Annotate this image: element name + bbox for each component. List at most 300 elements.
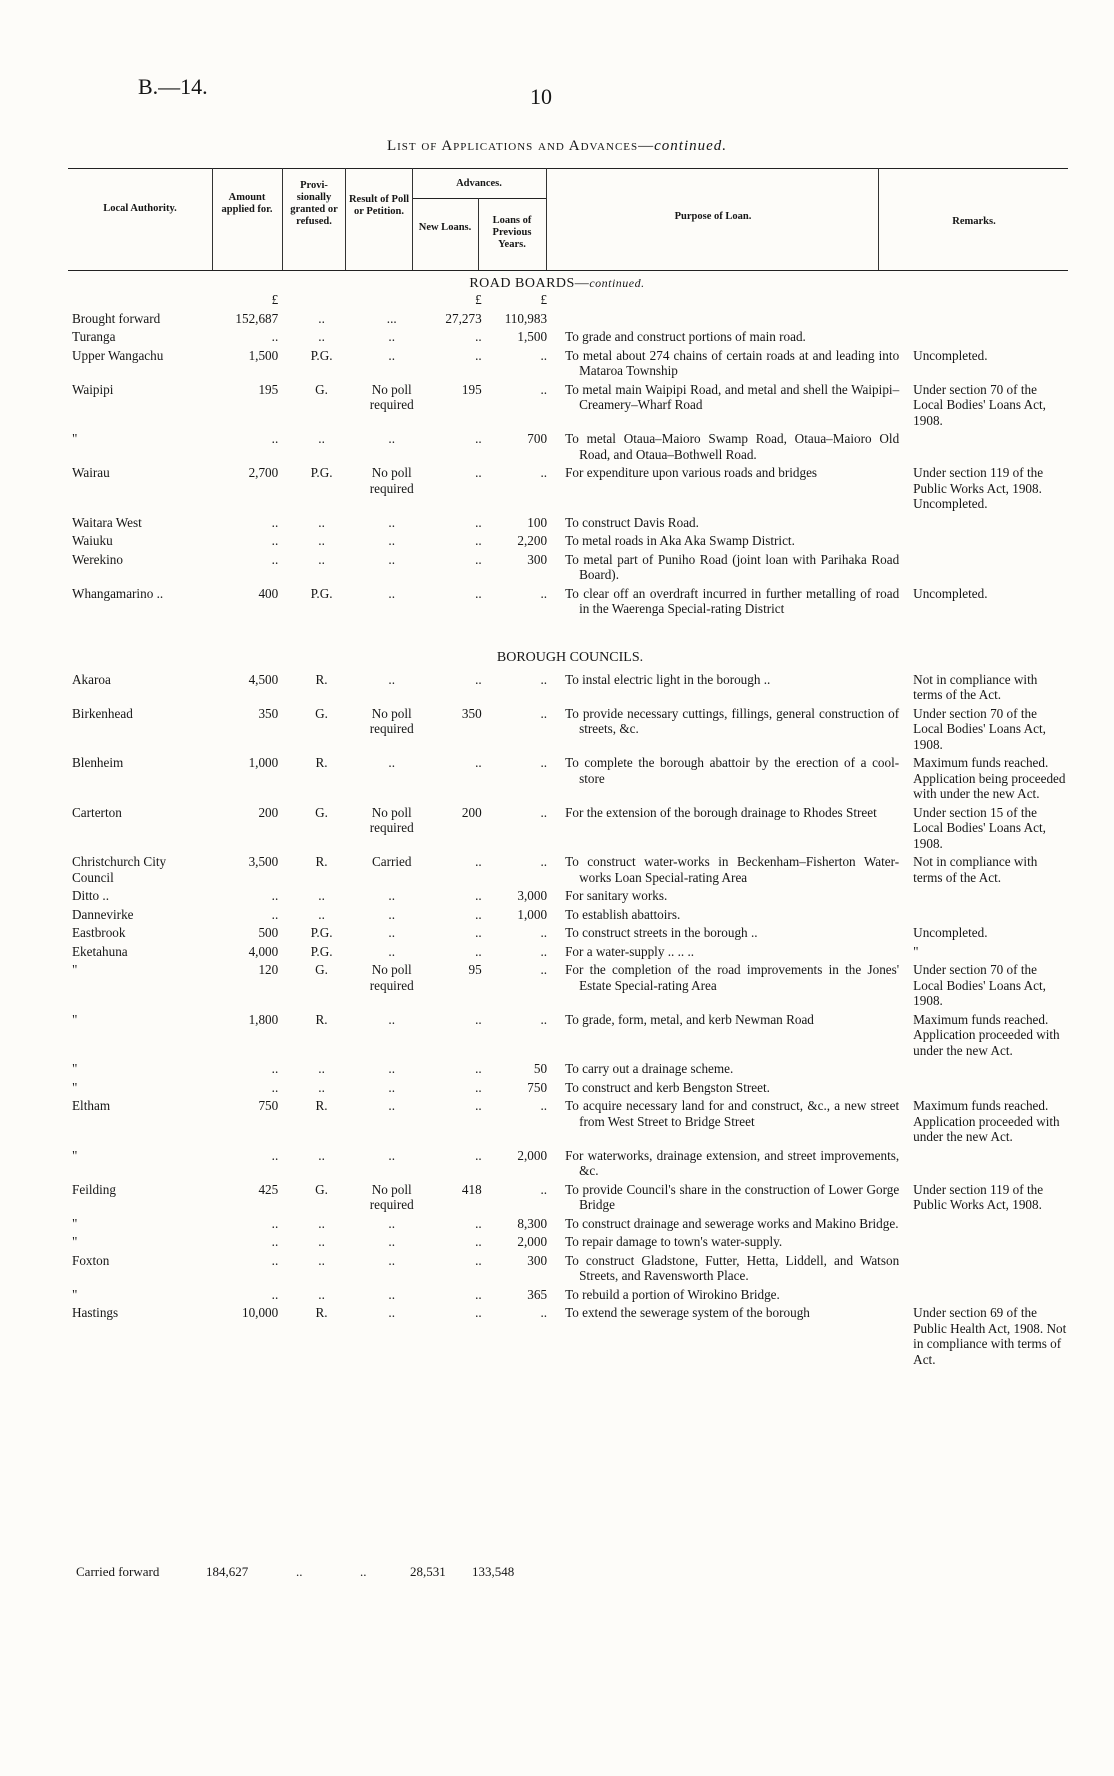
remarks-cell-text: Under section 70 of the Local Bodies' Loans Act, 1908. [913,962,1046,1008]
prev-loans-cell-text: .. [540,854,548,869]
result-cell-text: .. [388,1286,395,1302]
remarks-cell-text: Uncompleted. [913,585,988,601]
prev-loans-cell [488,552,553,583]
purpose-cell [553,586,901,617]
table-row [70,311,1070,327]
result-cell-text: .. [388,1061,395,1076]
purpose-cell-text: For a water-supply .. .. .. [565,943,695,959]
provisional-cell-text: .. [318,551,325,567]
provisional-cell [286,1012,357,1059]
table-row [70,1061,1070,1077]
new-loans-cell-text: .. [475,943,482,959]
page-reference: B.—14. [138,74,208,99]
prev-loans-cell-text: .. [540,705,548,721]
amount-cell [209,755,286,802]
prev-loans-cell-text: 2,000 [517,1234,548,1249]
purpose-cell [553,1080,901,1096]
authority-cell [70,1061,209,1077]
amount-cell [209,1287,286,1303]
new-loans-cell [427,1080,488,1096]
amount-cell [209,465,286,512]
provisional-cell [286,888,357,904]
result-cell-text: .. [388,347,395,363]
authority-cell [70,1148,209,1179]
table-row [70,1287,1070,1303]
provisional-cell-text: P.G. [310,585,333,601]
authority-cell-text: Whangamarino .. [72,585,164,601]
remarks-cell [901,1012,1070,1059]
page-title [0,138,1114,155]
col-divider [546,168,547,270]
provisional-cell [286,329,357,345]
provisional-cell-text: G. [315,705,328,721]
new-loans-cell-text: 418 [461,1181,482,1197]
applications-table [70,292,1070,1370]
purpose-cell [553,962,901,1009]
col-head-advances: Advances. [456,178,502,189]
remarks-cell-text: Maximum funds reached. Application proceeded with under the new Act. [913,1011,1060,1058]
table-row [70,672,1070,703]
provisional-cell [286,1216,357,1232]
purpose-cell [553,925,901,941]
col-head-new-loans: New Loans. [418,222,472,233]
prev-loans-cell [488,329,553,345]
prev-loans-cell-text: .. [540,943,548,959]
purpose-cell-text: To extend the sewerage system of the borough [565,1305,810,1320]
road-boards-heading [0,276,1114,292]
provisional-cell [286,1080,357,1096]
remarks-cell [901,348,1070,379]
amount-cell-text: .. [271,431,279,446]
result-cell-text: .. [388,888,395,903]
provisional-cell [286,755,357,802]
carried-forward-prev: 133,548 [472,1564,515,1579]
table-row [70,348,1070,379]
new-loans-cell [427,465,488,512]
new-loans-cell [427,1234,488,1250]
new-loans-cell-text: .. [475,906,482,922]
col-divider [212,168,213,270]
remarks-cell [901,586,1070,617]
result-cell-text: .. [388,1098,395,1113]
prev-loans-cell-text: .. [540,671,548,687]
provisional-cell-text: .. [318,1061,325,1076]
new-loans-cell-text: £ [475,292,482,307]
prev-loans-cell-text: .. [540,1305,548,1320]
purpose-cell [553,329,901,345]
amount-cell [209,1234,286,1250]
result-cell [357,907,427,923]
purpose-cell-text: For waterworks, drainage extension, and street improvements, &c. [565,1147,900,1178]
remarks-cell-text: Under section 119 of the Public Works Act, 1908. Uncompleted. [913,465,1044,511]
table-row [70,552,1070,583]
authority-cell-text: Ditto .. [72,888,109,903]
result-cell-text: No poll required [369,1181,414,1212]
prev-loans-cell [488,1234,553,1250]
carried-forward-amount: 184,627 [206,1564,249,1579]
authority-cell [70,533,209,549]
amount-cell [209,925,286,941]
table-row [70,382,1070,429]
prev-loans-cell [488,465,553,512]
purpose-cell-text: To construct water-works in Beckenham–Fisherton Water-works Loan Special-rating Area [565,854,900,885]
provisional-cell [286,672,357,703]
amount-cell [209,672,286,703]
title-continued: continued. [654,138,728,154]
prev-loans-cell [488,1012,553,1059]
prev-loans-cell [488,1216,553,1232]
remarks-cell-text: Under section 119 of the Public Works Act, 1908. [913,1181,1044,1212]
new-loans-cell [427,1012,488,1059]
new-loans-cell-text: .. [475,1061,482,1076]
prev-loans-cell-text: .. [540,465,548,480]
authority-cell [70,292,209,308]
remarks-cell-text: Under section 70 of the Local Bodies' Loans Act, 1908. [913,381,1046,428]
remarks-cell [901,706,1070,753]
result-cell-text: .. [388,943,395,959]
purpose-cell-text: To construct Gladstone, Futter, Hetta, Liddell, and Watson Streets, and Ravensworth Place. [565,1252,900,1283]
authority-cell [70,1012,209,1059]
col-head-authority: Local Authority. [103,203,177,214]
amount-cell-text: 750 [258,1098,279,1113]
authority-cell [70,515,209,531]
col-divider [345,168,346,270]
prev-loans-cell [488,1098,553,1145]
provisional-cell [286,1182,357,1213]
remarks-cell [901,1234,1070,1250]
purpose-cell [553,706,901,753]
provisional-cell [286,1253,357,1284]
purpose-cell-text: To acquire necessary land for and construct, &c., a new street from West Street to Bridge Street [565,1098,900,1129]
authority-cell-text: Eltham [72,1098,111,1113]
authority-cell-text: Eastbrook [72,925,126,940]
provisional-cell [286,1061,357,1077]
authority-cell-text: Blenheim [72,755,124,770]
authority-cell [70,329,209,345]
authority-cell [70,1253,209,1284]
new-loans-cell [427,925,488,941]
purpose-cell [553,755,901,802]
purpose-cell [553,1148,901,1179]
provisional-cell-text: .. [318,1286,325,1302]
provisional-cell [286,382,357,429]
col-divider [478,198,479,270]
provisional-cell-text: R. [315,854,328,869]
prev-loans-cell [488,586,553,617]
prev-loans-cell [488,348,553,379]
prev-loans-cell [488,292,553,308]
result-cell-text: .. [388,755,395,770]
purpose-cell-text: To metal about 274 chains of certain roads at and leading into Mataroa Township [565,347,900,378]
prev-loans-cell [488,515,553,531]
result-cell-text: Carried [371,854,412,869]
result-cell-text: .. [388,1234,395,1249]
amount-cell-text: £ [271,292,279,307]
col-divider [878,168,879,270]
result-cell [357,382,427,429]
authority-cell [70,1098,209,1145]
new-loans-cell-text: 95 [468,962,482,977]
authority-cell [70,805,209,852]
authority-cell-text: Turanga [72,329,116,344]
table-row [70,533,1070,549]
prev-loans-cell-text: 1,000 [517,906,548,922]
purpose-cell-text: To provide Council's share in the construction of Lower Gorge Bridge [565,1181,900,1212]
result-cell [357,1012,427,1059]
prev-loans-cell-text: .. [540,962,548,977]
remarks-cell-text: Uncompleted. [913,347,988,363]
new-loans-cell-text: 27,273 [445,310,482,326]
amount-cell-text: 2,700 [248,465,279,480]
amount-cell-text: .. [271,533,279,548]
remarks-cell-text: Uncompleted. [913,925,988,940]
remarks-cell [901,329,1070,345]
col-head-prev-loans: Loans of Previous Years. [492,215,532,250]
amount-cell [209,586,286,617]
remarks-cell [901,431,1070,462]
provisional-cell-text: .. [318,1147,325,1163]
prev-loans-cell [488,533,553,549]
prev-loans-cell [488,1253,553,1284]
amount-cell-text: 1,000 [248,755,279,770]
result-cell-text: No poll required [369,705,414,736]
amount-cell-text: 425 [258,1181,279,1197]
carried-forward-result: .. [360,1564,367,1579]
new-loans-cell [427,533,488,549]
prev-loans-cell-text: 300 [527,1252,548,1268]
result-cell [357,586,427,617]
provisional-cell [286,292,357,308]
amount-cell-text: 152,687 [235,310,279,326]
purpose-cell-text: To construct and kerb Bengston Street. [565,1079,770,1095]
provisional-cell-text: .. [318,514,325,530]
result-cell-text: .. [388,925,395,940]
new-loans-cell-text: .. [475,551,482,567]
provisional-cell-text: .. [318,329,325,344]
purpose-cell-text: To establish abattoirs. [565,906,681,922]
table-row [70,1080,1070,1096]
prev-loans-cell-text: .. [540,1011,548,1027]
prev-loans-cell [488,944,553,960]
authority-cell [70,1287,209,1303]
road-boards-rows [70,292,1070,620]
prev-loans-cell-text: .. [540,755,548,770]
amount-cell [209,1098,286,1145]
result-cell [357,552,427,583]
purpose-cell-text: For sanitary works. [565,888,668,903]
amount-cell-text: 1,800 [248,1011,279,1027]
provisional-cell-text: .. [318,906,325,922]
new-loans-cell-text: 195 [461,381,482,397]
provisional-cell-text: P.G. [310,347,333,363]
amount-cell-text: 400 [258,585,279,601]
new-loans-cell [427,329,488,345]
purpose-cell [553,382,901,429]
result-cell [357,854,427,885]
amount-cell [209,944,286,960]
authority-cell-text: " [72,1079,78,1095]
new-loans-cell [427,292,488,308]
amount-cell [209,533,286,549]
purpose-cell-text: To rebuild a portion of Wirokino Bridge. [565,1286,780,1302]
amount-cell-text: 200 [258,804,279,820]
amount-cell-text: .. [271,906,279,922]
prev-loans-cell-text: 100 [527,514,548,530]
purpose-cell [553,515,901,531]
remarks-cell-text: " [913,943,919,959]
amount-cell [209,552,286,583]
prev-loans-cell-text: .. [540,804,548,820]
purpose-cell [553,1182,901,1213]
new-loans-cell [427,1305,488,1367]
purpose-cell-text: To construct Davis Road. [565,514,699,530]
result-cell [357,431,427,462]
result-cell [357,465,427,512]
remarks-cell [901,1061,1070,1077]
table-row [70,1098,1070,1145]
col-head-purpose: Purpose of Loan. [674,211,752,222]
amount-cell [209,329,286,345]
authority-cell-text: Feilding [72,1181,116,1197]
prev-loans-cell-text: .. [540,1098,548,1113]
new-loans-cell [427,755,488,802]
table-row [70,1234,1070,1250]
provisional-cell [286,1098,357,1145]
prev-loans-cell-text: 700 [527,431,548,446]
new-loans-cell [427,1253,488,1284]
provisional-cell-text: R. [315,1011,328,1027]
authority-cell-text: Foxton [72,1252,110,1268]
purpose-cell [553,1253,901,1284]
result-cell-text: No poll required [369,804,414,835]
remarks-cell [901,805,1070,852]
provisional-cell-text: .. [318,888,325,903]
provisional-cell-text: G. [315,381,328,397]
amount-cell-text: .. [271,1286,279,1302]
authority-cell-text: Upper Wangachu [72,347,164,363]
remarks-cell [901,1216,1070,1232]
authority-cell [70,311,209,327]
result-cell [357,311,427,327]
prev-loans-cell-text: .. [540,925,548,940]
title-main: List of Applications and Advances— [386,138,655,154]
result-cell-text: .. [388,329,395,344]
authority-cell-text: " [72,1011,78,1027]
provisional-cell-text: G. [315,804,328,820]
new-loans-cell-text: .. [475,585,482,601]
amount-cell [209,1216,286,1232]
authority-cell-text: Waipipi [72,381,114,397]
purpose-cell [553,907,901,923]
result-cell [357,1234,427,1250]
remarks-cell [901,1080,1070,1096]
new-loans-cell-text: .. [475,431,482,446]
amount-cell-text: .. [271,1252,279,1268]
amount-cell-text: .. [271,1079,279,1095]
provisional-cell-text: P.G. [310,465,333,480]
purpose-cell [553,1216,901,1232]
purpose-cell [553,292,901,308]
authority-cell-text: Birkenhead [72,705,133,721]
amount-cell [209,805,286,852]
provisional-cell [286,944,357,960]
purpose-cell [553,1305,901,1367]
authority-cell [70,1080,209,1096]
new-loans-cell [427,515,488,531]
result-cell-text: No poll required [369,962,414,993]
amount-cell-text: 1,500 [248,347,279,363]
borough-councils-rows [70,672,1070,1371]
prev-loans-cell [488,962,553,1009]
purpose-cell [553,805,901,852]
prev-loans-cell [488,1305,553,1367]
page-number: 10 [530,84,552,109]
amount-cell-text: 120 [258,962,279,977]
provisional-cell [286,925,357,941]
remarks-cell-text: Maximum funds reached. Application proceeded with under the new Act. [913,1098,1060,1144]
authority-cell-text: Waiuku [72,533,113,548]
authority-cell-text: " [72,1215,78,1231]
table-row [70,907,1070,923]
col-divider [282,168,283,270]
amount-cell-text: .. [271,1215,279,1231]
row-spacer [70,1367,1070,1370]
amount-cell [209,962,286,1009]
purpose-cell-text: To carry out a drainage scheme. [565,1061,734,1076]
amount-cell [209,1182,286,1213]
purpose-cell [553,1234,901,1250]
table-row [70,586,1070,617]
amount-cell-text: .. [271,1147,279,1163]
amount-cell [209,348,286,379]
result-cell [357,292,427,308]
col-head-amount: Amount applied for. [221,192,273,215]
new-loans-cell-text: .. [475,1147,482,1163]
remarks-cell [901,907,1070,923]
new-loans-cell [427,706,488,753]
carried-forward-label: Carried forward [76,1564,160,1579]
new-loans-cell-text: 350 [461,705,482,721]
remarks-cell [901,465,1070,512]
new-loans-cell-text: .. [475,925,482,940]
provisional-cell [286,515,357,531]
prev-loans-cell-text: .. [540,585,548,601]
remarks-cell-text: Not in compliance with terms of the Act. [913,854,1038,885]
provisional-cell [286,431,357,462]
purpose-cell [553,465,901,512]
remarks-cell-text: Under section 70 of the Local Bodies' Loans Act, 1908. [913,705,1046,752]
new-loans-cell [427,1148,488,1179]
provisional-cell-text: .. [318,1252,325,1268]
new-loans-cell-text: .. [475,1011,482,1027]
table-row [70,1253,1070,1284]
remarks-cell [901,1253,1070,1284]
result-cell [357,329,427,345]
purpose-cell [553,1098,901,1145]
remarks-cell [901,1148,1070,1179]
amount-cell-text: .. [271,1061,279,1076]
purpose-cell-text: To construct drainage and sewerage works and Makino Bridge. [565,1215,899,1231]
new-loans-cell [427,1098,488,1145]
result-cell-text: ... [386,310,397,326]
amount-cell [209,431,286,462]
result-cell-text: .. [388,431,395,446]
authority-cell [70,672,209,703]
prev-loans-cell [488,1061,553,1077]
remarks-cell [901,382,1070,429]
authority-cell [70,552,209,583]
prev-loans-cell [488,755,553,802]
